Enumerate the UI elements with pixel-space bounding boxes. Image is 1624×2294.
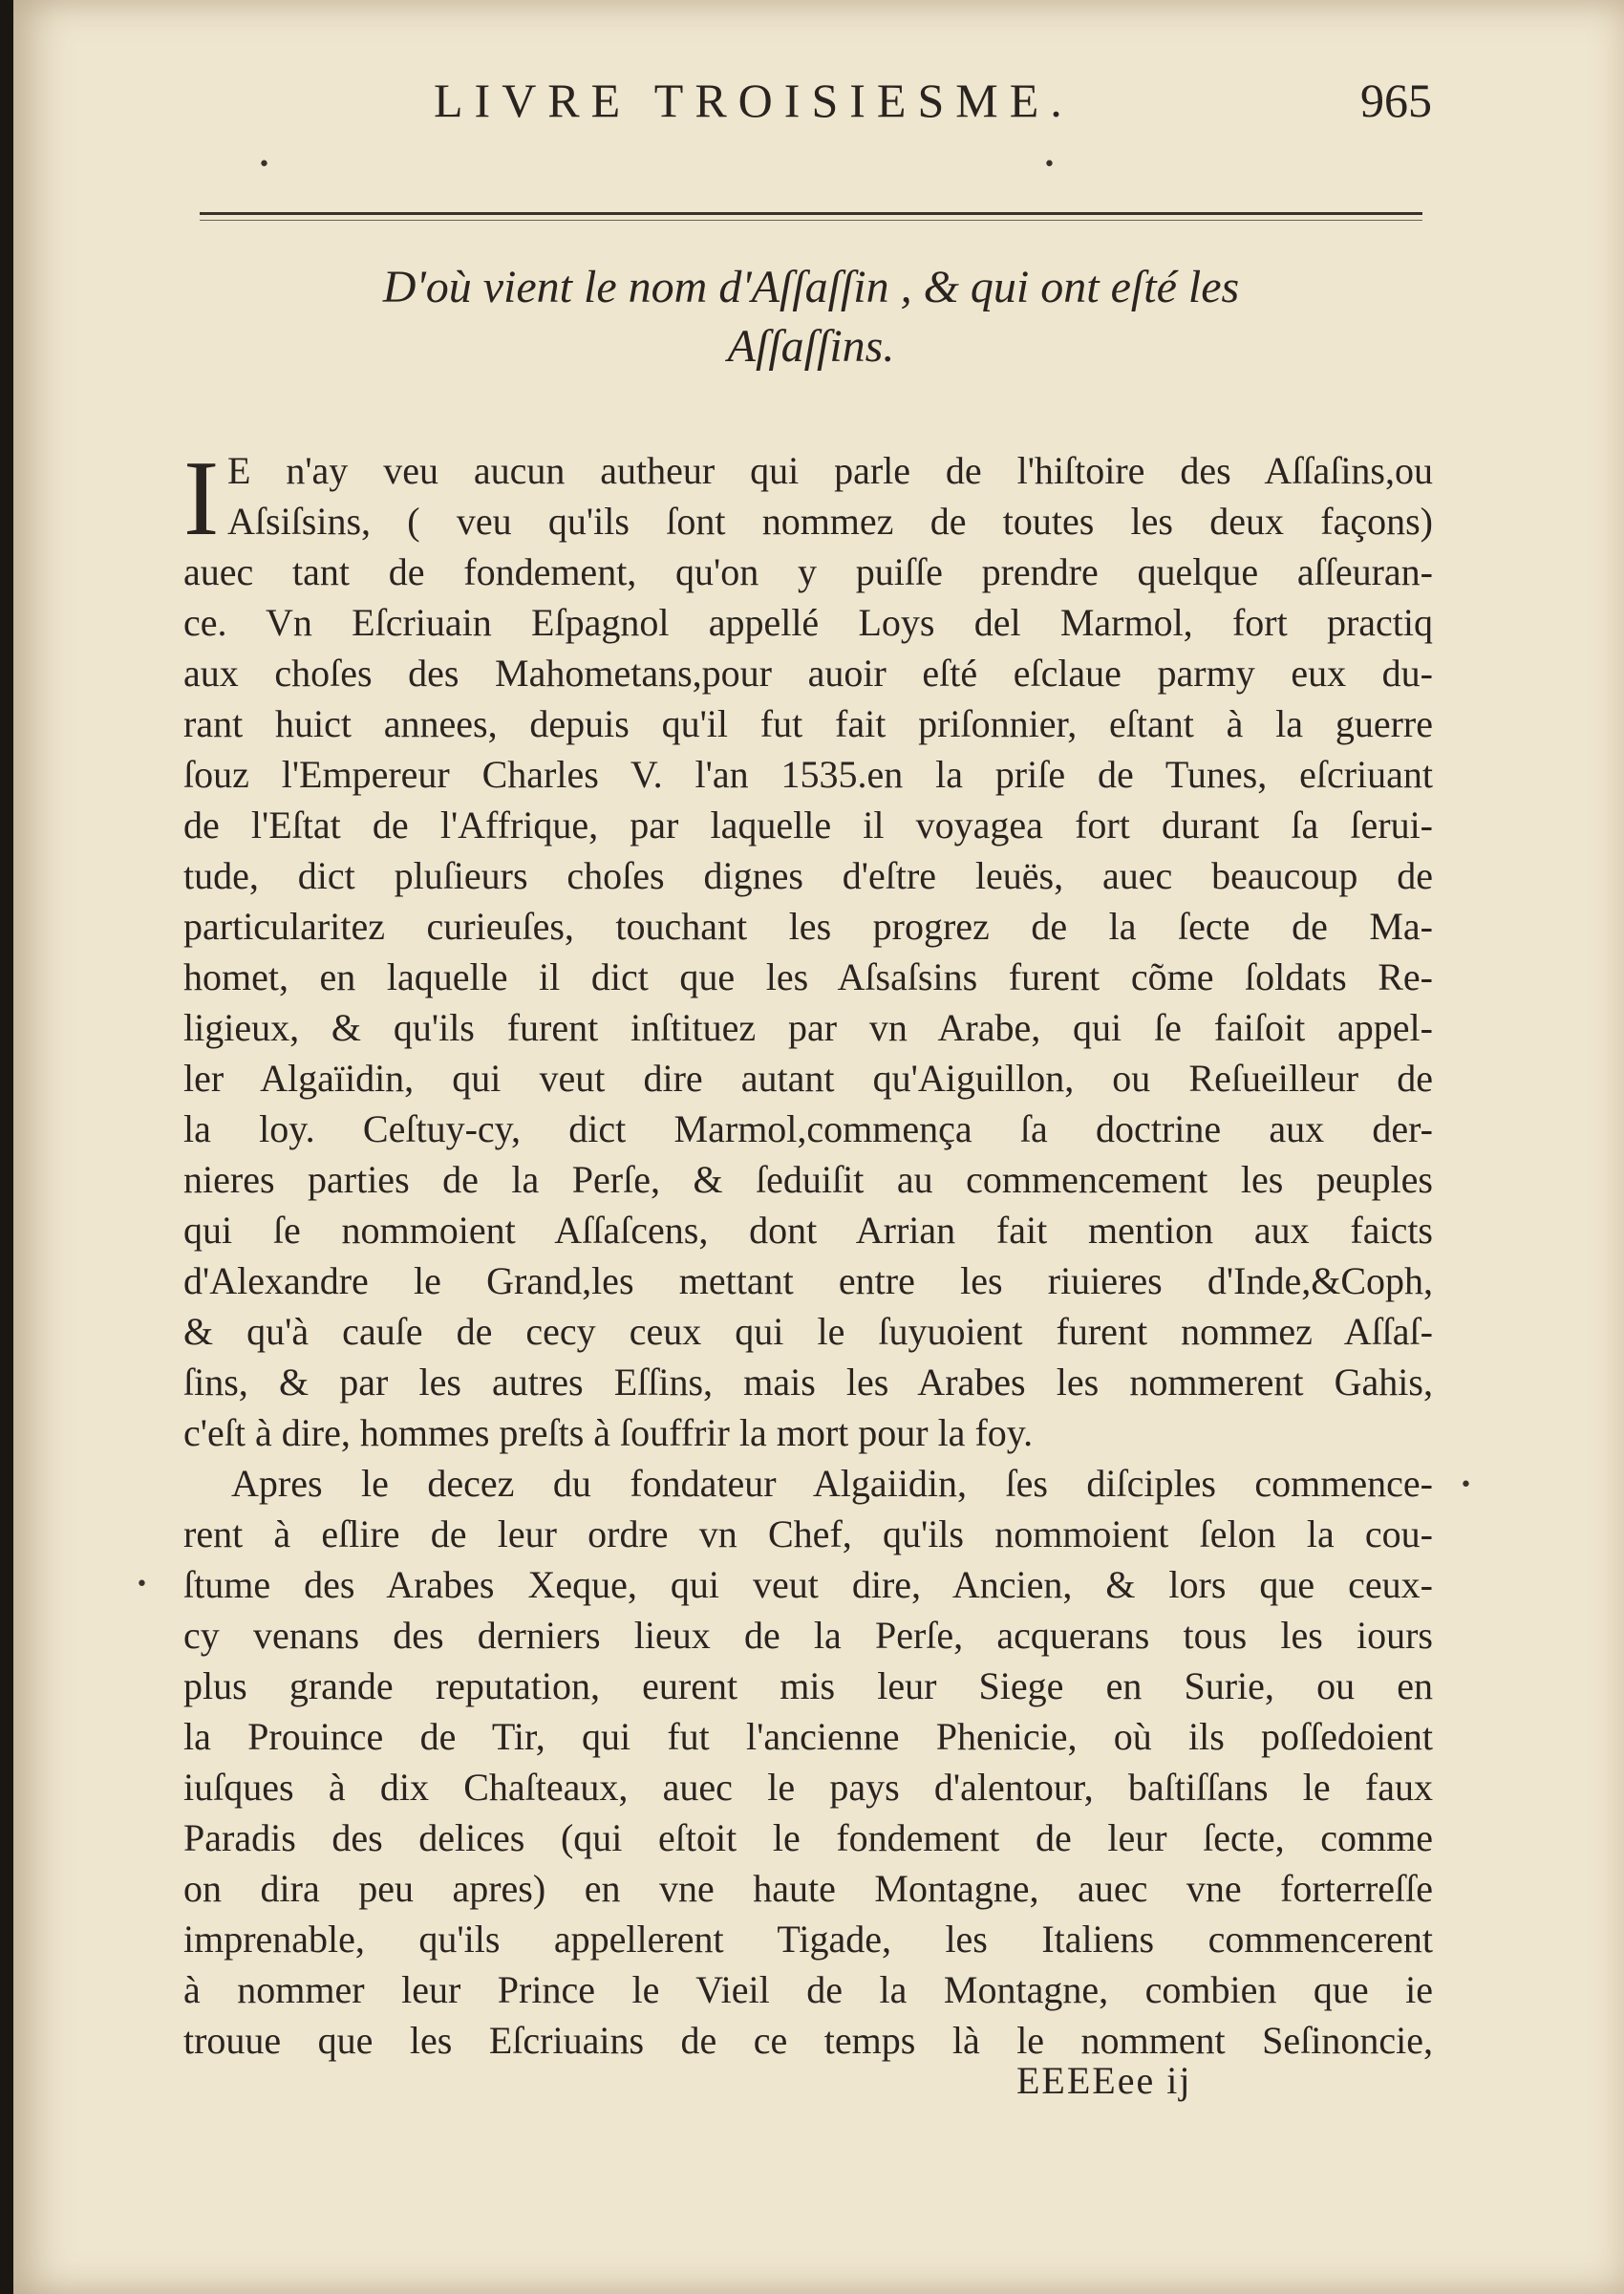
text-line: rent à eſlire de leur ordre vn Chef, qu'ils nommoient ſelon la cou- xyxy=(183,1512,1433,1555)
text-line: tude, dict pluſieurs choſes dignes d'eſtre leuës, auec beaucoup de xyxy=(183,854,1433,897)
text-line: la Prouince de Tir, qui fut l'ancienne Phenicie, où ils poſſedoient xyxy=(183,1715,1433,1758)
text-line: E n'ay veu aucun autheur qui parle de l'hiſtoire des Aſſaſins,ou xyxy=(227,449,1433,492)
margin-mark: • xyxy=(1460,1473,1472,1497)
page-number: 965 xyxy=(1360,74,1432,127)
text-line: nieres parties de la Perſe, & ſeduiſit au commencement les peuples xyxy=(183,1158,1433,1201)
text-line: c'eſt à dire, hommes preſts à ſouffrir la mort pour la foy. xyxy=(183,1411,1034,1454)
header-ornament-left: • xyxy=(258,153,270,177)
text-line: d'Alexandre le Grand,les mettant entre les riuieres d'Inde,&Coph, xyxy=(183,1259,1433,1302)
header-rule xyxy=(200,212,1422,215)
text-line: ſins, & par les autres Eſſins, mais les Arabes les nommerent Gahis, xyxy=(183,1361,1433,1404)
text-line: de l'Eſtat de l'Affrique, par laquelle il voyagea fort durant ſa ſerui- xyxy=(183,804,1433,847)
body-text xyxy=(183,440,1433,2066)
text-line: ſtume des Arabes Xeque, qui veut dire, Ancien, & lors que ceux- xyxy=(183,1563,1433,1606)
chapter-heading xyxy=(262,258,1360,376)
chapter-heading-line-2: Aſſaſſins. xyxy=(727,321,895,372)
show-through-text xyxy=(204,153,1427,201)
chapter-heading-line-1: D'où vient le nom d'Aſſaſſin , & qui ont eſté les xyxy=(382,262,1240,312)
text-line: à nommer leur Prince le Vieil de la Montagne, combien que ie xyxy=(183,1968,1433,2011)
text-line: la loy. Ceſtuy-cy, dict Marmol,commença ſa doctrine aux der- xyxy=(183,1107,1433,1150)
drop-cap-initial: I xyxy=(183,440,220,558)
text-line: Aſsiſsins, ( veu qu'ils ſont nommez de toutes les deux façons) xyxy=(227,500,1433,543)
text-line: auec tant de fondement, qu'on y puiſſe prendre quelque aſſeuran- xyxy=(183,550,1433,593)
text-line: imprenable, qu'ils appellerent Tigade, les Italiens commencerent xyxy=(183,1918,1433,1961)
text-line: Apres le decez du fondateur Algaiidin, ſes diſciples commence- xyxy=(231,1462,1433,1505)
text-line: on dira peu apres) en vne haute Montagne, auec vne forterreſſe xyxy=(183,1867,1433,1910)
text-line: qui ſe nommoient Aſſaſcens, dont Arrian fait mention aux faicts xyxy=(183,1209,1433,1252)
book-page xyxy=(13,0,1624,2294)
text-line: ſouz l'Empereur Charles V. l'an 1535.en la priſe de Tunes, eſcriuant xyxy=(183,753,1433,796)
text-line: rant huict annees, depuis qu'il fut fait priſonnier, eſtant à la guerre xyxy=(183,702,1433,745)
text-line: Paradis des delices (qui eſtoit le fondement de leur ſecte, comme xyxy=(183,1816,1433,1859)
running-title: LIVRE TROISIESME. xyxy=(434,74,1074,127)
text-line: plus grande reputation, eurent mis leur Siege en Surie, ou en xyxy=(183,1664,1433,1707)
text-line: ce. Vn Eſcriuain Eſpagnol appellé Loys del Marmol, fort practiq xyxy=(183,601,1433,644)
text-line: homet, en laquelle il dict que les Aſsaſsins furent cõme ſoldats Re- xyxy=(183,955,1433,998)
text-line: aux choſes des Mahometans,pour auoir eſté eſclaue parmy eux du- xyxy=(183,652,1433,695)
text-line: ler Algaïidin, qui veut dire autant qu'Aiguillon, ou Reſueilleur de xyxy=(183,1057,1433,1100)
text-line: & qu'à cauſe de cecy ceux qui le ſuyuoient furent nommez Aſſaſ- xyxy=(183,1310,1433,1353)
header-ornament-right: • xyxy=(1043,153,1056,177)
text-line: particularitez curieuſes, touchant les progrez de la ſecte de Ma- xyxy=(183,905,1433,948)
text-line: trouue que les Eſcriuains de ce temps là le nomment Seſinoncie, xyxy=(183,2019,1433,2062)
page-header xyxy=(13,67,1624,134)
text-line: cy venans des derniers lieux de la Perſe, acquerans tous les iours xyxy=(183,1614,1433,1657)
header-rule-thin xyxy=(200,220,1422,221)
text-line: iuſques à dix Chaſteaux, auec le pays d'alentour, baſtiſſans le faux xyxy=(183,1766,1433,1809)
text-line: ligieux, & qu'ils furent inſtituez par vn Arabe, qui ſe faiſoit appel- xyxy=(183,1006,1433,1049)
margin-mark: • xyxy=(136,1573,148,1597)
signature-mark: EEEEee ij xyxy=(1016,2059,1192,2102)
